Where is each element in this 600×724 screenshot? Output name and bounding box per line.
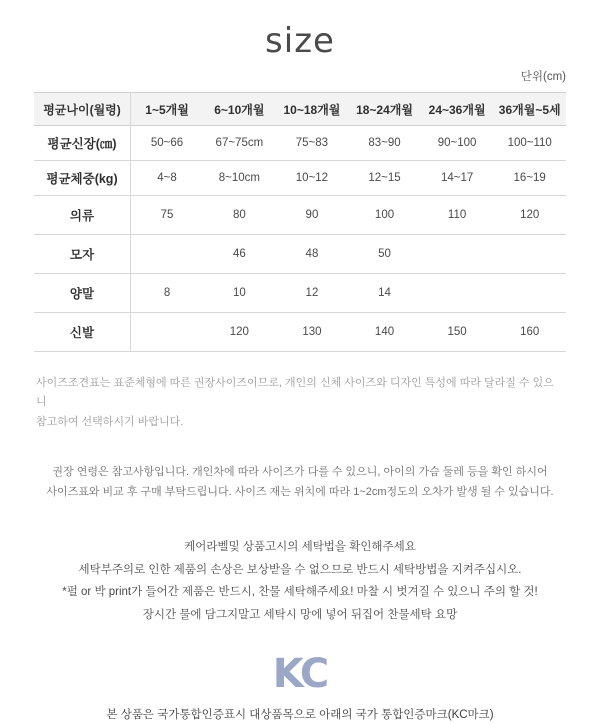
page-title: size [265, 21, 335, 61]
title-section [0, 0, 600, 61]
table-column-header: 24~36개월 [428, 102, 486, 117]
table-row [34, 313, 566, 352]
table-column-header: 18~24개월 [356, 102, 413, 117]
table-cell: 10 [232, 287, 246, 299]
table-cell: 130 [302, 326, 322, 338]
row-label: 신발 [34, 313, 131, 352]
table-cell: 4~8 [157, 172, 177, 184]
table-cell: 16~19 [513, 172, 546, 184]
table-header-label: 평균나이(월령) [34, 93, 131, 126]
table-column-header: 6~10개월 [214, 102, 265, 117]
care-line: 장시간 물에 담그지말고 세탁시 망에 넣어 뒤집어 찬물세탁 요망 [142, 608, 458, 621]
table-cell [421, 235, 494, 274]
table-row [34, 161, 566, 196]
table-cell: 90 [305, 209, 319, 221]
table-cell: 48 [305, 248, 319, 260]
table-cell: 67~75cm [215, 137, 264, 149]
unit-label: 단위(cm) [520, 71, 566, 83]
table-header-row [34, 93, 566, 126]
row-label: 평균신장(㎝) [34, 126, 131, 161]
disclaimer-line: 사이즈조견표는 표준체형에 따른 권장사이즈이므로, 개인의 신체 사이즈와 디자인 특성에 따라 달라질 수 있으니 [36, 377, 554, 409]
kc-logo-icon: KC [272, 651, 328, 698]
table-column-header: 36개월~5세 [498, 102, 561, 117]
table-cell: 75~83 [295, 137, 329, 149]
table-cell: 8 [163, 287, 171, 299]
row-label: 의류 [34, 196, 131, 235]
recommendation-note [0, 462, 600, 503]
table-cell: 83~90 [368, 137, 401, 149]
table-cell: 80 [232, 209, 246, 221]
size-table [34, 92, 566, 352]
table-cell: 10~12 [295, 172, 329, 184]
table-cell: 14~17 [440, 172, 474, 184]
table-cell [131, 313, 204, 352]
kc-mark-section [0, 651, 600, 722]
table-cell: 100 [374, 209, 395, 221]
table-cell: 14 [378, 287, 391, 299]
table-cell: 120 [229, 326, 249, 338]
row-label: 모자 [34, 235, 131, 274]
table-cell: 12 [305, 287, 319, 299]
table-cell: 150 [447, 326, 467, 338]
table-cell: 120 [520, 209, 540, 221]
table-row [34, 196, 566, 235]
table-row [34, 235, 566, 274]
table-cell [493, 274, 566, 313]
table-cell: 75 [160, 209, 174, 221]
table-cell: 8~10cm [218, 172, 260, 184]
table-cell: 12~15 [368, 172, 401, 184]
table-cell [421, 274, 494, 313]
table-cell: 160 [520, 326, 540, 338]
care-line: 세탁부주의로 인한 제품의 손상은 보상받을 수 없으므로 반드시 세탁방법을 지켜주십시오. [78, 563, 522, 576]
recommendation-line: 사이즈표와 비교 후 구매 부탁드립니다. 사이즈 재는 위치에 따라 1~2cm정도의 오차가 발생 될 수 있습니다. [46, 486, 554, 499]
table-cell: 46 [232, 248, 246, 260]
table-cell: 50 [378, 248, 391, 260]
table-cell: 100~110 [507, 137, 552, 149]
table-row [34, 274, 566, 313]
size-table-wrapper [34, 92, 566, 352]
disclaimer-note [36, 374, 564, 432]
table-row [34, 126, 566, 161]
table-cell: 90~100 [437, 137, 477, 149]
table-column-header: 1~5개월 [145, 102, 189, 117]
care-line: 케어라벨및 상품고시의 세탁법을 확인해주세요 [184, 541, 416, 554]
care-instructions [0, 536, 600, 626]
row-label: 평균체중(kg) [34, 161, 131, 196]
table-cell [493, 235, 566, 274]
row-label: 양말 [34, 274, 131, 313]
table-cell: 50~66 [150, 137, 184, 149]
kc-caption: 본 상품은 국가통합인증표시 대상품목으로 아래의 국가 통합인증마크(KC마크) [106, 709, 494, 722]
recommendation-line: 권장 연령은 참고사항입니다. 개인차에 따라 사이즈가 다를 수 있으니, 아이의 가슴 둘레 등을 확인 하시어 [52, 465, 548, 478]
table-cell: 140 [374, 326, 395, 338]
table-cell [131, 235, 204, 274]
table-column-header: 10~18개월 [283, 102, 341, 117]
disclaimer-line: 참고하여 선택하시기 바랍니다. [36, 415, 184, 428]
table-cell: 110 [447, 209, 467, 221]
care-line: *펄 or 박 print가 들어간 제품은 반드시, 찬물 세탁해주세요! 마찰 시 벗겨질 수 있으니 주의 할 것! [62, 586, 538, 599]
